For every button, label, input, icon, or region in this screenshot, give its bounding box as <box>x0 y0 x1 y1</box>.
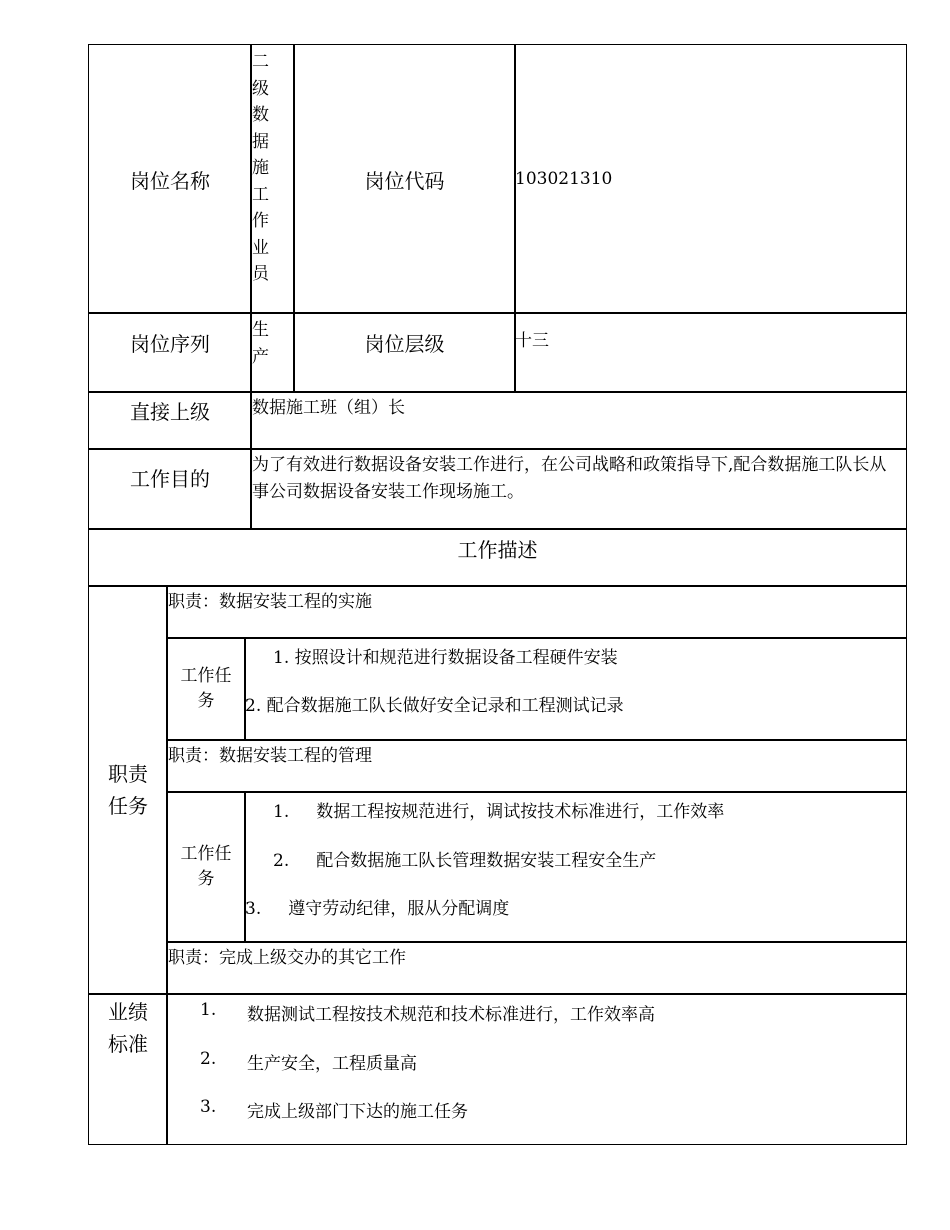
responsibility-2-task-label: 工作任务 <box>166 791 246 943</box>
responsibility-2-tasks <box>244 791 907 943</box>
post-series-value: 生产 <box>250 312 295 393</box>
responsibility-2-title: 职责：数据安装工程的管理 <box>166 739 907 793</box>
purpose-value: 为了有效进行数据设备安装工作进行，在公司战略和政策指导下,配合数据施工队长从事公司数据设备安装工作现场施工。 <box>250 448 907 530</box>
post-level-value: 十三 <box>514 312 907 393</box>
performance-num: 2. <box>200 1049 217 1069</box>
superior-value: 数据施工班（组）长 <box>250 391 907 450</box>
post-name-value: 二级数据施工作业员 <box>250 44 295 314</box>
task-item: 1. 数据工程按规范进行，调试按技术标准进行，工作效率 <box>273 802 725 822</box>
responsibility-1-task-label: 工作任务 <box>166 637 246 741</box>
superior-label: 直接上级 <box>88 391 252 450</box>
performance-text: 生产安全，工程质量高 <box>247 1054 417 1074</box>
post-level-label: 岗位层级 <box>293 312 516 393</box>
responsibilities-label: 职责任务 <box>88 585 168 995</box>
post-name-label: 岗位名称 <box>88 44 252 314</box>
responsibility-3-title: 职责：完成上级交办的其它工作 <box>166 941 907 995</box>
responsibility-1-tasks <box>244 637 907 741</box>
post-code-label: 岗位代码 <box>293 44 516 314</box>
purpose-label: 工作目的 <box>88 448 252 530</box>
task-item: 2. 配合数据施工队长做好安全记录和工程测试记录 <box>245 696 624 716</box>
post-series-label: 岗位序列 <box>88 312 252 393</box>
performance-list <box>166 993 907 1145</box>
task-item: 2. 配合数据施工队长管理数据安装工程安全生产 <box>273 851 657 871</box>
post-code-value: 103021310 <box>514 44 907 314</box>
task-item: 1. 按照设计和规范进行数据设备工程硬件安装 <box>273 648 618 668</box>
performance-num: 3. <box>200 1097 217 1117</box>
task-item: 3. 遵守劳动纪律，服从分配调度 <box>245 899 510 919</box>
performance-text: 完成上级部门下达的施工任务 <box>247 1102 468 1122</box>
responsibility-1-title: 职责：数据安装工程的实施 <box>166 585 907 639</box>
description-title: 工作描述 <box>88 528 907 587</box>
performance-text: 数据测试工程按技术规范和技术标准进行，工作效率高 <box>247 1005 655 1025</box>
job-description-table <box>88 44 907 1145</box>
performance-label: 业绩标准 <box>88 993 168 1145</box>
performance-num: 1. <box>200 1000 217 1020</box>
